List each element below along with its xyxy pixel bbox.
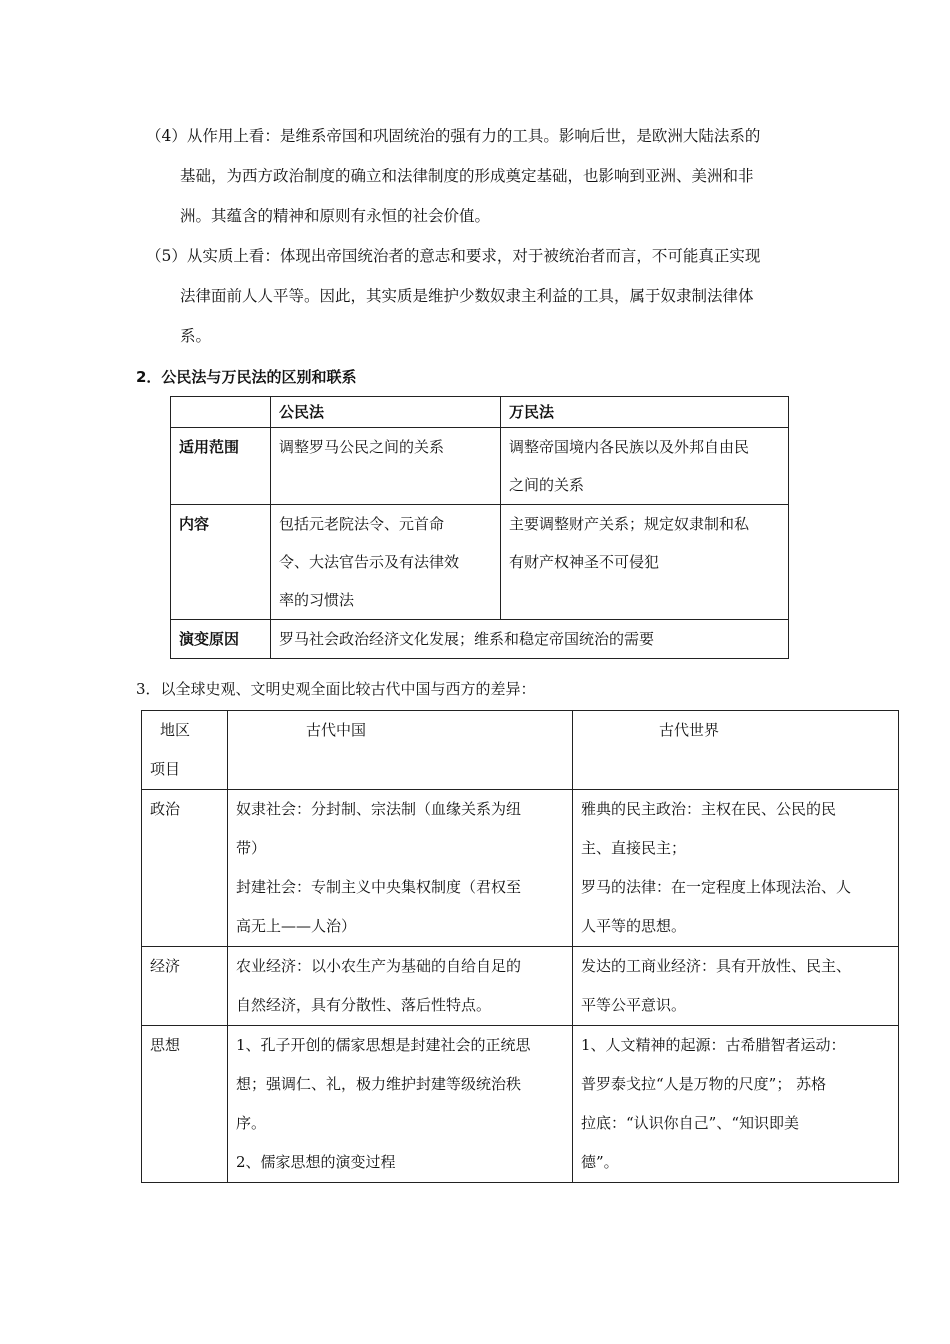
cell-line: 1、孔子开创的儒家思想是封建社会的正统思 xyxy=(236,1036,531,1054)
table-header-row xyxy=(142,711,899,790)
paragraph-5-line: 系。 xyxy=(180,327,212,345)
table-cell xyxy=(271,505,501,620)
comparison-table-law xyxy=(170,396,789,659)
cell-line: 封建社会：专制主义中央集权制度（君权至 xyxy=(236,878,522,896)
cell-line: 有财产权神圣不可侵犯 xyxy=(509,553,660,571)
cell-line: 想；强调仁、礼，极力维护封建等级统治秩 xyxy=(236,1075,522,1093)
cell-line: 调整帝国境内各民族以及外邦自由民 xyxy=(509,438,750,456)
table-header-row xyxy=(171,397,789,428)
table-cell xyxy=(228,947,573,1026)
row-label: 思想 xyxy=(142,1026,228,1183)
table-cell xyxy=(573,1026,899,1183)
table-row xyxy=(171,505,789,620)
table-row xyxy=(142,1026,899,1183)
cell-line: 人平等的思想。 xyxy=(581,917,687,935)
section-2-heading: 2．公民法与万民法的区别和联系 xyxy=(136,368,357,386)
cell-line: 高无上——人治） xyxy=(236,917,357,935)
comparison-table-china-west xyxy=(141,710,899,1183)
cell-line: 1、人文精神的起源：古希腊智者运动： xyxy=(581,1036,846,1054)
column-header: 万民法 xyxy=(501,397,789,428)
cell-line: 2、儒家思想的演变过程 xyxy=(236,1153,396,1171)
paragraph-5 xyxy=(146,236,818,356)
section-3-heading: 3．以全球史观、文明史观全面比较古代中国与西方的差异： xyxy=(136,680,536,698)
table-cell-merged: 罗马社会政治经济文化发展；维系和稳定帝国统治的需要 xyxy=(271,620,789,659)
cell-line: 雅典的民主政治：主权在民、公民的民 xyxy=(581,800,837,818)
table-row xyxy=(142,947,899,1026)
cell-line: 主、直接民主； xyxy=(581,839,687,857)
column-header-label: 古代中国 xyxy=(306,721,367,739)
cell-line: 普罗泰戈拉“人是万物的尺度”； 苏格 xyxy=(581,1075,827,1093)
paragraph-4-line: 基础，为西方政治制度的确立和法律制度的形成奠定基础，也影响到亚洲、美洲和非 xyxy=(180,167,754,185)
cell-line: 令、大法官告示及有法律效 xyxy=(279,553,460,571)
table-cell xyxy=(573,790,899,947)
cell-line: 发达的工商业经济：具有开放性、民主、 xyxy=(581,957,852,975)
cell-line: 德”。 xyxy=(581,1153,619,1171)
paragraph-4-line: 洲。其蕴含的精神和原则有永恒的社会价值。 xyxy=(180,207,491,225)
table-cell xyxy=(271,428,501,505)
table-cell xyxy=(228,790,573,947)
row-label: 内容 xyxy=(171,505,271,620)
cell-line: 主要调整财产关系；规定奴隶制和私 xyxy=(509,515,750,533)
cell-line: 之间的关系 xyxy=(509,476,585,494)
row-label: 演变原因 xyxy=(171,620,271,659)
table-row xyxy=(171,620,789,659)
column-header-label: 古代世界 xyxy=(659,721,720,739)
paragraph-5-lead: （5）从实质上看：体现出帝国统治者的意志和要求，对于被统治者而言，不可能真正实现 xyxy=(146,247,761,265)
column-header: 公民法 xyxy=(271,397,501,428)
cell-line: 农业经济：以小农生产为基础的自给自足的 xyxy=(236,957,522,975)
column-header xyxy=(228,711,573,790)
table-cell xyxy=(501,428,789,505)
cell-line: 调整罗马公民之间的关系 xyxy=(279,438,445,456)
cell-line: 率的习惯法 xyxy=(279,591,355,609)
cell-line: 罗马的法律：在一定程度上体现法治、人 xyxy=(581,878,852,896)
corner-label-region: 地区 xyxy=(160,721,191,739)
column-header xyxy=(573,711,899,790)
row-label: 适用范围 xyxy=(171,428,271,505)
paragraph-4 xyxy=(146,116,818,236)
cell-line: 序。 xyxy=(236,1114,267,1132)
cell-line: 拉底：“认识你自己”、“知识即美 xyxy=(581,1114,800,1132)
table-cell xyxy=(501,505,789,620)
table-cell xyxy=(573,947,899,1026)
table-row xyxy=(142,790,899,947)
paragraph-5-line: 法律面前人人平等。因此，其实质是维护少数奴隶主利益的工具，属于奴隶制法律体 xyxy=(180,287,754,305)
row-label: 政治 xyxy=(142,790,228,947)
table-cell xyxy=(228,1026,573,1183)
table-row xyxy=(171,428,789,505)
row-label: 经济 xyxy=(142,947,228,1026)
cell-line: 平等公平意识。 xyxy=(581,996,687,1014)
cell-line: 带） xyxy=(236,839,267,857)
corner-label-item: 项目 xyxy=(150,760,181,778)
paragraph-4-lead: （4）从作用上看：是维系帝国和巩固统治的强有力的工具。影响后世，是欧洲大陆法系的 xyxy=(146,127,761,145)
cell-line: 包括元老院法令、元首命 xyxy=(279,515,445,533)
table-corner-cell xyxy=(171,397,271,428)
table-corner-cell xyxy=(142,711,228,790)
cell-line: 自然经济，具有分散性、落后性特点。 xyxy=(236,996,492,1014)
cell-line: 奴隶社会：分封制、宗法制（血缘关系为纽 xyxy=(236,800,522,818)
